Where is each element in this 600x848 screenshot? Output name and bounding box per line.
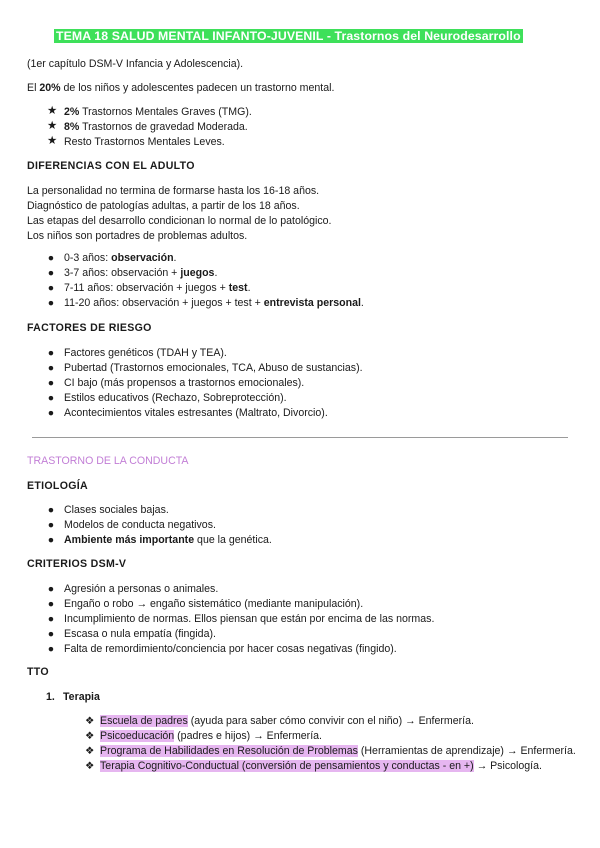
list-item: ❖ Psicoeducación (padres e hijos) → Enfermería.: [85, 729, 322, 742]
list-item: ★ 8% Trastornos de gravedad Moderada.: [47, 119, 248, 133]
disc-bullet-icon: ●: [47, 252, 55, 264]
list-item: ❖ Programa de Habilidades en Resolución de Problemas (Herramientas de aprendizaje) → Enfermería.: [85, 744, 576, 757]
diamond-bullet-icon: ❖: [85, 729, 95, 742]
criterios-list: [47, 582, 435, 656]
list-item: ● Pubertad (Trastornos emocionales, TCA, Abuso de sustancias).: [64, 361, 363, 376]
stat-percent: 20%: [39, 82, 61, 94]
section-divider: [32, 437, 568, 438]
list-item: ● CI bajo (más propensos a trastornos emocionales).: [64, 376, 363, 391]
etiologia-list: [47, 503, 272, 548]
list-item: ★ 2% Trastornos Mentales Graves (TMG).: [47, 105, 252, 118]
list-item: ❖ Terapia Cognitivo-Conductual (conversión de pensamientos y conductas - en +) → Psicología.: [85, 759, 542, 772]
disc-bullet-icon: ●: [47, 533, 55, 546]
disc-bullet-icon: ●: [47, 266, 55, 279]
disc-bullet-icon: ●: [47, 642, 55, 655]
highlighted-term: Terapia Cognitivo-Conductual (conversión de pensamientos y conductas - en +): [100, 759, 474, 772]
star-bullet-icon: ★: [47, 134, 58, 147]
terapia-label: Terapia: [63, 691, 100, 703]
document-title: TEMA 18 SALUD MENTAL INFANTO-JUVENIL - Trastornos del Neurodesarrollo: [56, 29, 521, 43]
diamond-bullet-icon: ❖: [85, 715, 95, 727]
list-item: ● Engaño o robo → engaño sistemático (mediante manipulación).: [64, 597, 434, 612]
disc-bullet-icon: ●: [47, 347, 55, 359]
disc-bullet-icon: ●: [47, 627, 55, 640]
list-item: ● Acontecimientos vitales estresantes (Maltrato, Divorcio).: [64, 406, 363, 421]
title-block: [54, 29, 523, 45]
risk-factors-list: [47, 346, 363, 420]
list-item: ● Falta de remordimiento/conciencia por hacer cosas negativas (fingido).: [64, 642, 434, 657]
disc-bullet-icon: ●: [47, 361, 55, 374]
highlighted-term: Psicoeducación: [100, 729, 175, 742]
terapia-list: [85, 714, 576, 774]
disc-bullet-icon: ●: [47, 281, 55, 294]
list-item: ● Estilos educativos (Rechazo, Sobreprotección).: [64, 391, 363, 406]
chapter-note: (1er capítulo DSM-V Infancia y Adolescencia).: [27, 58, 244, 70]
star-bullet-icon: ★: [47, 119, 58, 132]
disc-bullet-icon: ●: [47, 406, 55, 419]
disc-bullet-icon: ●: [47, 597, 55, 610]
highlighted-term: Escuela de padres: [100, 715, 188, 727]
list-item: ● Modelos de conducta negativos.: [64, 518, 272, 533]
list-item: ● Incumplimiento de normas. Ellos piensan que están por encima de las normas.: [64, 612, 434, 627]
section-heading-factores: FACTORES DE RIESGO: [27, 322, 152, 334]
list-item: ● Clases sociales bajas.: [64, 503, 272, 518]
disc-bullet-icon: ●: [47, 296, 55, 309]
list-item: ● 0-3 años: observación.: [64, 251, 364, 266]
diferencias-paragraph: La personalidad no termina de formarse hasta los 16-18 años. Diagnóstico de patologías adultas, a partir de los 18 años. Las etapas del desarrollo condicionan lo normal de lo patológico. Los niños son portadres de problemas adultos.: [27, 185, 332, 243]
highlighted-term: Programa de Habilidades en Resolución de Problemas: [100, 744, 358, 757]
list-item: ● 3-7 años: observación + juegos.: [64, 266, 364, 281]
subheading-etiologia: ETIOLOGÍA: [27, 480, 88, 492]
numbered-marker: 1.: [46, 691, 55, 703]
severity-list: [47, 105, 252, 150]
list-item: ★ Resto Trastornos Mentales Leves.: [47, 134, 225, 148]
section-heading-conducta: TRASTORNO DE LA CONDUCTA: [27, 455, 189, 467]
list-item: ● 11-20 años: observación + juegos + test + entrevista personal.: [64, 296, 364, 311]
diamond-bullet-icon: ❖: [85, 759, 95, 772]
diamond-bullet-icon: ❖: [85, 744, 95, 757]
age-assessment-list: [47, 251, 364, 311]
list-item: ● Escasa o nula empatía (fingida).: [64, 627, 434, 642]
subheading-tto: TTO: [27, 666, 49, 678]
list-item: ● Ambiente más importante que la genética.: [64, 533, 272, 548]
disc-bullet-icon: ●: [47, 391, 55, 404]
list-item: ● 7-11 años: observación + juegos + test.: [64, 281, 364, 296]
list-item: ❖ Escuela de padres (ayuda para saber cómo convivir con el niño) → Enfermería.: [85, 715, 474, 727]
list-item: ● Factores genéticos (TDAH y TEA).: [64, 346, 363, 361]
disc-bullet-icon: ●: [47, 376, 55, 389]
subheading-criterios: CRITERIOS DSM-V: [27, 558, 127, 570]
list-item: ● Agresión a personas o animales.: [64, 582, 434, 597]
disc-bullet-icon: ●: [47, 518, 55, 531]
section-heading-diferencias: DIFERENCIAS CON EL ADULTO: [27, 160, 195, 172]
star-bullet-icon: ★: [47, 105, 58, 117]
disc-bullet-icon: ●: [47, 583, 55, 595]
disc-bullet-icon: ●: [47, 504, 55, 516]
disc-bullet-icon: ●: [47, 612, 55, 625]
stat-line: El 20% de los niños y adolescentes padecen un trastorno mental.: [27, 82, 335, 94]
